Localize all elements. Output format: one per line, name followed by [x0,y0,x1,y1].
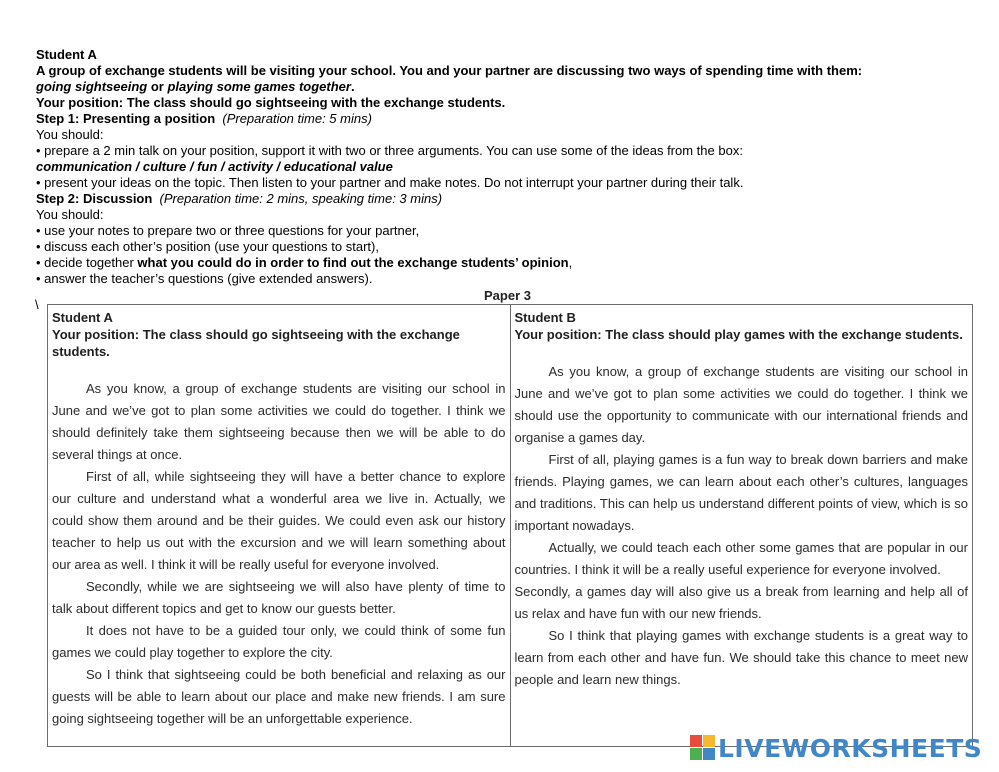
student-a-paragraph: First of all, while sightseeing they will have a better chance to explore our culture and understand what a wonderful area we live in. Actually, we could show them around and be their guides. We could even ask our history teacher to help us out with the excursion and we will learn something about our area as well. I think it will be really useful for everyone involved. [52,469,506,572]
ideas-box: communication / culture / fun / activity / educational value [36,159,393,174]
step2-bullet-4: • answer the teacher’s questions (give extended answers). [36,271,373,286]
student-b-header [515,309,969,343]
logo-blocks-icon [690,735,716,761]
student-b-paragraph: So I think that playing games with exchange students is a great way to learn from each other and have fun. We should take this chance to meet new people and learn new things. [514,628,968,687]
student-a-position: Your position: The class should go sightseeing with the exchange students. [52,327,460,359]
student-a-header [52,309,506,360]
student-b-cell [510,305,973,747]
step2-time: (Preparation time: 2 mins, speaking time: 3 mins) [159,191,443,206]
step2-line [36,191,986,207]
student-b-title: Student B [514,310,576,325]
option-end: . [350,79,355,94]
you-should-1: You should: [36,127,104,142]
option-or: or [147,79,168,94]
logo-block-1 [690,735,702,747]
student-a-paragraph: It does not have to be a guided tour only, we could think of some fun games we could play together to explore the city. [52,623,506,660]
logo-block-2 [703,735,715,747]
student-b-position: Your position: The class should play games with the exchange students. [514,327,963,342]
liveworksheets-logo[interactable] [690,731,982,765]
logo-text: LIVEWORKSHEETS [718,733,983,763]
options-line [36,79,986,95]
student-b-paragraph: First of all, playing games is a fun way to break down barriers and make friends. Playing games, we can learn about each other’s cultures, languages and traditions. This can help us understand different points of view, which is so important nowadays. [514,452,968,533]
step2-title: Step 2: Discussion [36,191,153,206]
step1-bullet-2: • present your ideas on the topic. Then listen to your partner and make notes. Do not interrupt your partner during their talk. [36,175,744,190]
student-b-paragraph: As you know, a group of exchange students are visiting our school in June and we’ve got to plan some activities we could do together. I think we should use the opportunity to communicate with our international friends and organise a games day. [514,364,968,445]
option-games: playing some games together [167,79,351,94]
student-a-text [52,378,506,730]
student-b-text [515,361,969,691]
step2-bullet-1: • use your notes to prepare two or three questions for your partner, [36,223,420,238]
student-a-paragraph: So I think that sightseeing could be both beneficial and relaxing as our guests will be able to learn about our place and make new friends. I am sure going sightseeing together will be an unforgettable experience. [52,667,506,726]
step1-bullet-1: • prepare a 2 min talk on your position, support it with two or three arguments. You can use some of the ideas from the box: [36,143,743,158]
student-b-paragraph: Actually, we could teach each other some games that are popular in our countries. I think it will be a really useful experience for everyone involved. [514,540,968,577]
step1-title: Step 1: Presenting a position [36,111,216,126]
step2-bullet-3-post: , [568,255,573,270]
logo-block-3 [690,748,702,760]
cut-off-header: Paper 3 [484,288,531,303]
option-sightseeing: going sightseeing [36,79,148,94]
step2-bullet-3-bold: what you could do in order to find out the exchange students’ opinion [137,255,569,270]
scenario-text: A group of exchange students will be visiting your school. You and your partner are discussing two ways of spending time with them: [36,63,863,78]
positions-table [47,304,973,747]
logo-block-4 [703,748,715,760]
step1-line [36,111,986,127]
instructions [36,47,986,287]
position-text: Your position: The class should go sightseeing with the exchange students. [36,95,506,110]
step2-bullet-3 [36,255,986,271]
student-a-paragraph: Secondly, while we are sightseeing we will also have plenty of time to talk about different topics and get to know our guests better. [52,579,506,616]
stray-backslash: \ [35,297,39,312]
student-a-title: Student A [52,310,113,325]
step2-bullet-2: • discuss each other’s position (use your questions to start), [36,239,379,254]
student-b-paragraph: Secondly, a games day will also give us a break from learning and help all of us relax and have fun with our new friends. [514,584,968,621]
student-a-cell [48,305,511,747]
step2-bullet-3-pre: • decide together [36,255,138,270]
instructions-heading: Student A [36,47,97,62]
student-a-paragraph: As you know, a group of exchange students are visiting our school in June and we’ve got to plan some activities we could do together. I think we should definitely take them sightseeing because then we will be able to do several things at once. [52,381,506,462]
you-should-2: You should: [36,207,104,222]
step1-time: (Preparation time: 5 mins) [222,111,372,126]
